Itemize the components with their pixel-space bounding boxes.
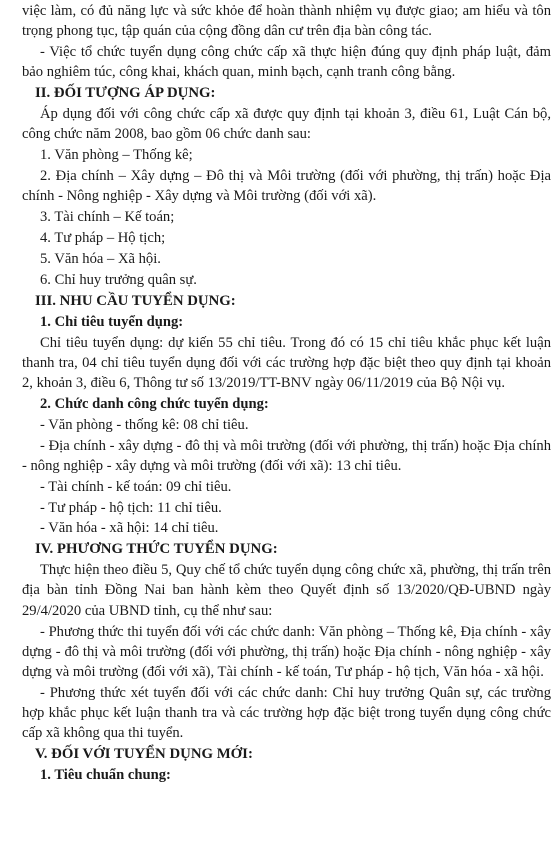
list-item: 1. Văn phòng – Thống kê;	[40, 147, 193, 164]
section-heading: IV. PHƯƠNG THỨC TUYỂN DỤNG:	[35, 541, 278, 558]
list-item: - Địa chính - xây dựng - đô thị và môi trường (đối với phường, thị trấn) hoặc Địa chính - nông nghiệp - xây dựng và môi trường (đối với xã): 13 chỉ tiêu.	[22, 437, 551, 474]
list-item: - Phương thức thi tuyển đối với các chức danh: Văn phòng – Thống kê, Địa chính - xây dựng - đô thị và môi trường (đối với phường, thị trấn) hoặc Địa chính - nông nghiệp - xây dựng và môi trường (đối với xã), Tài chính - kế toán, Tư pháp - hộ tịch, Văn hóa - xã hội.	[22, 623, 551, 680]
list-item: 5. Văn hóa – Xã hội.	[40, 250, 161, 267]
paragraph: - Việc tổ chức tuyển dụng công chức cấp xã thực hiện đúng quy định pháp luật, đảm bảo nghiêm túc, công khai, khách quan, minh bạch, cạnh tranh công bằng.	[22, 44, 551, 81]
section-heading: II. ĐỐI TƯỢNG ÁP DỤNG:	[35, 85, 216, 102]
list-item: - Phương thức xét tuyển đối với các chức danh: Chỉ huy trưởng Quân sự, các trường hợp khắc phục kết luận thanh tra và các trường hợp đặc biệt trong tuyển dụng công chức cấp xã không qua thi tuyển.	[22, 684, 551, 742]
subsection-heading: 1. Tiêu chuẩn chung:	[40, 767, 171, 784]
list-item: 3. Tài chính – Kế toán;	[40, 209, 175, 226]
list-item: 4. Tư pháp – Hộ tịch;	[40, 230, 166, 247]
subsection-heading: 2. Chức danh công chức tuyển dụng:	[40, 395, 269, 412]
list-item: - Văn phòng - thống kê: 08 chỉ tiêu.	[40, 416, 249, 433]
list-item: - Tài chính - kế toán: 09 chỉ tiêu.	[40, 478, 232, 495]
paragraph: Áp dụng đối với công chức cấp xã được quy định tại khoản 3, điều 61, Luật Cán bộ, công chức năm 2008, bao gồm 06 chức danh sau:	[22, 106, 551, 143]
paragraph: Thực hiện theo điều 5, Quy chế tổ chức tuyển dụng công chức xã, phường, thị trấn trên địa bàn tỉnh Đồng Nai ban hành kèm theo Quyết định số 13/2020/QĐ-UBND ngày 29/4/2020 của UBND tỉnh, cụ thể như sau:	[22, 562, 551, 619]
list-item: - Văn hóa - xã hội: 14 chỉ tiêu.	[40, 520, 219, 537]
section-heading: V. ĐỐI VỚI TUYỂN DỤNG MỚI:	[35, 746, 253, 763]
list-item: - Tư pháp - hộ tịch: 11 chỉ tiêu.	[40, 499, 222, 516]
paragraph: việc làm, có đủ năng lực và sức khỏe để hoàn thành nhiệm vụ được giao; am hiểu và tôn trọng phong tục, tập quán của cộng đồng dân cư trên địa bàn công tác.	[22, 3, 551, 40]
paragraph: Chỉ tiêu tuyển dụng: dự kiến 55 chỉ tiêu. Trong đó có 15 chỉ tiêu khắc phục kết luận thanh tra, 04 chỉ tiêu tuyển dụng đối với các trường hợp đặc biệt theo quy định tại khoản 2, khoản 3, điều 6, Thông tư số 13/2019/TT-BNV ngày 06/11/2019 của Bộ Nội vụ.	[22, 334, 551, 391]
list-item: 6. Chỉ huy trưởng quân sự.	[40, 271, 197, 288]
section-heading: III. NHU CẦU TUYỂN DỤNG:	[35, 292, 236, 309]
list-item: 2. Địa chính – Xây dựng – Đô thị và Môi trường (đối với phường, thị trấn) hoặc Địa chính - Nông nghiệp - Xây dựng và Môi trường (đối với xã).	[22, 168, 551, 205]
subsection-heading: 1. Chỉ tiêu tuyển dụng:	[40, 313, 184, 330]
